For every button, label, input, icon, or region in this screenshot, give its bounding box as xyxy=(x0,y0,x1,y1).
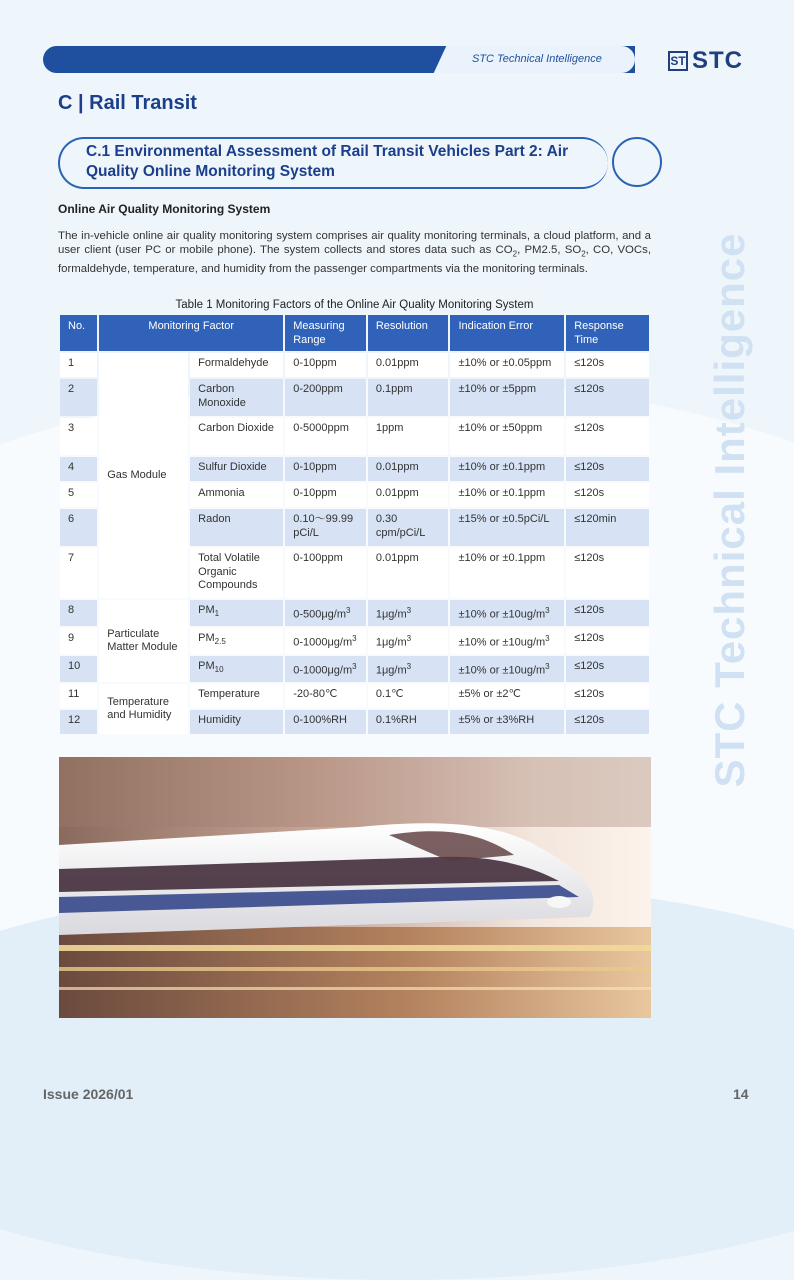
cell-error xyxy=(450,684,564,708)
cell-response-text: ≤120s xyxy=(574,357,605,369)
train-photo xyxy=(59,757,651,1018)
cell-no-text: 10 xyxy=(68,660,81,673)
cell-resolution xyxy=(368,656,449,682)
cell-resolution-text: 0.1℃ xyxy=(375,688,404,701)
cell-resolution-text: 0.30 cpm/pCi/L xyxy=(375,513,426,539)
cell-no xyxy=(60,684,97,708)
paragraph-text-2: , PM2.5, SO xyxy=(517,244,582,257)
cell-factor-text: PM xyxy=(198,604,215,616)
cell-resolution xyxy=(368,353,449,377)
cell-error xyxy=(450,710,564,734)
cell-range-text: -20-80℃ xyxy=(293,688,338,701)
cell-error-superscript: 3 xyxy=(545,662,550,672)
cell-factor-text: Total Volatile Organic Compounds xyxy=(198,552,260,591)
cell-response xyxy=(566,548,649,598)
cell-no-text: 8 xyxy=(68,604,75,616)
cell-resolution-superscript: 3 xyxy=(406,662,412,672)
cell-range-text: 0-1000μg/m xyxy=(293,636,353,649)
cell-resolution xyxy=(368,684,449,708)
cell-response xyxy=(566,353,649,377)
cell-resolution xyxy=(368,600,449,626)
cell-error xyxy=(450,628,564,654)
cell-no-text: 3 xyxy=(68,422,75,434)
cell-response-text: ≤120s xyxy=(574,632,605,645)
cell-factor-subscript: 1 xyxy=(214,609,220,619)
paragraph-title: Online Air Quality Monitoring System xyxy=(58,202,271,216)
cell-range xyxy=(285,379,366,416)
cell-resolution-text: 0.1%RH xyxy=(375,714,417,727)
cell-factor-text: PM xyxy=(198,632,215,645)
cell-response xyxy=(566,379,649,416)
cell-response xyxy=(566,628,649,654)
cell-no xyxy=(60,353,97,377)
cell-resolution xyxy=(368,509,449,546)
footer-page-number: 14 xyxy=(733,1086,749,1102)
cell-factor xyxy=(190,509,283,546)
cell-response xyxy=(566,710,649,734)
cell-response xyxy=(566,656,649,682)
cell-no xyxy=(60,548,97,598)
cell-factor xyxy=(190,418,283,455)
cell-module-pm xyxy=(99,600,188,682)
cell-no xyxy=(60,418,97,455)
cell-factor-text: Carbon Monoxide xyxy=(198,383,246,409)
paragraph-text-3: , CO, VOCs, formaldehyde, temperature, and humidity from the passenger compartments via the monitoring terminals. xyxy=(58,244,651,276)
paragraph-sub-1: 2 xyxy=(512,249,518,259)
stc-logo-mark: ST xyxy=(668,51,688,71)
cell-module-text: Particulate Matter Module xyxy=(107,627,178,654)
cell-range xyxy=(285,418,366,455)
cell-factor-subscript: 10 xyxy=(214,665,224,675)
cell-resolution-superscript: 3 xyxy=(406,606,412,615)
cell-resolution xyxy=(368,548,449,598)
cell-module-text: Gas Module xyxy=(107,468,167,481)
header-resolution: Resolution xyxy=(368,315,449,351)
cell-resolution xyxy=(368,628,449,654)
cell-range-superscript: 3 xyxy=(352,662,357,672)
cell-error xyxy=(450,483,564,507)
cell-error-text: ±10% or ±10ug/m xyxy=(458,664,546,677)
cell-factor xyxy=(190,600,283,626)
cell-range-superscript: 3 xyxy=(346,606,351,615)
cell-response-text: ≤120min xyxy=(574,513,617,525)
cell-resolution-text: 1μg/m xyxy=(375,608,407,621)
cell-range xyxy=(285,684,366,708)
cell-no xyxy=(60,509,97,546)
cell-response-text: ≤120s xyxy=(574,422,605,434)
cell-range xyxy=(285,710,366,734)
cell-response-text: ≤120s xyxy=(574,552,605,564)
table-row xyxy=(60,353,649,377)
cell-response-text: ≤120s xyxy=(574,383,605,395)
cell-module-th xyxy=(99,684,188,734)
cell-module-text: Temperature and Humidity xyxy=(107,695,172,722)
cell-factor-text: Temperature xyxy=(198,688,260,701)
cell-no xyxy=(60,656,97,682)
cell-range-text: 0-100%RH xyxy=(293,714,348,727)
cell-error-text: ±10% or ±10ug/m xyxy=(458,608,546,621)
cell-module-gas xyxy=(99,353,188,598)
cell-factor xyxy=(190,548,283,598)
header-monitoring-factor: Monitoring Factor xyxy=(99,315,283,351)
cell-error xyxy=(450,418,564,455)
cell-resolution-text: 0.01ppm xyxy=(375,552,419,564)
cell-error xyxy=(450,457,564,481)
header-response-time: Response Time xyxy=(566,315,649,351)
table-row xyxy=(60,684,649,708)
cell-response xyxy=(566,600,649,626)
cell-response-text: ≤120s xyxy=(574,487,605,499)
cell-factor xyxy=(190,656,283,682)
cell-no-text: 11 xyxy=(68,688,80,701)
cell-response xyxy=(566,483,649,507)
cell-range-text: 0-100ppm xyxy=(293,552,343,564)
cell-factor-text: Radon xyxy=(198,513,231,525)
cell-factor-text: Humidity xyxy=(198,714,241,727)
cell-no-text: 12 xyxy=(68,714,81,727)
cell-response xyxy=(566,509,649,546)
cell-resolution xyxy=(368,418,449,455)
cell-range xyxy=(285,353,366,377)
cell-range xyxy=(285,548,366,598)
header-no: No. xyxy=(60,315,97,351)
cell-range-superscript: 3 xyxy=(352,634,357,644)
cell-no xyxy=(60,457,97,481)
cell-error-text: ±5% or ±3%RH xyxy=(458,714,535,727)
cell-error-text: ±10% or ±0.1ppm xyxy=(458,552,546,564)
cell-no xyxy=(60,628,97,654)
cell-range xyxy=(285,457,366,481)
cell-range-text: 0-10ppm xyxy=(293,487,337,499)
cell-resolution-text: 0.01ppm xyxy=(375,461,419,473)
cell-no-text: 1 xyxy=(68,357,75,369)
cell-factor xyxy=(190,379,283,416)
cell-error xyxy=(450,600,564,626)
cell-error-text: ±10% or ±10ug/m xyxy=(458,636,546,649)
cell-no xyxy=(60,483,97,507)
cell-no-text: 4 xyxy=(68,461,75,473)
paragraph-text-1: The in-vehicle online air quality monitoring system comprises air quality monitoring terminals, a cloud platform, and a user client (user PC or mobile phone). The system collects and stores data such as CO xyxy=(58,230,651,257)
cell-response-text: ≤120s xyxy=(574,604,605,616)
high-speed-train-photo-icon xyxy=(59,757,651,1018)
monitoring-factors-table xyxy=(58,313,651,736)
cell-error-text: ±10% or ±0.1ppm xyxy=(458,461,546,473)
cell-range-text: 0-500μg/m xyxy=(293,608,347,621)
section-title: C | Rail Transit xyxy=(58,92,197,114)
footer-issue: Issue 2026/01 xyxy=(43,1086,134,1102)
cell-response-text: ≤120s xyxy=(574,714,605,727)
cell-no xyxy=(60,600,97,626)
cell-no-text: 2 xyxy=(68,383,75,395)
cell-resolution-text: 0.01ppm xyxy=(375,357,419,369)
cell-response-text: ≤120s xyxy=(574,660,605,673)
cell-error-text: ±10% or ±0.05ppm xyxy=(458,357,552,369)
stc-logo-text: STC xyxy=(692,47,743,74)
cell-range xyxy=(285,656,366,682)
cell-range xyxy=(285,600,366,626)
cell-range-text: 0-10ppm xyxy=(293,357,337,369)
subheading-circle-ornament xyxy=(612,137,662,187)
cell-factor-text: Sulfur Dioxide xyxy=(198,461,267,473)
intro-paragraph xyxy=(58,229,651,277)
table-row xyxy=(60,600,649,626)
cell-resolution-text: 1μg/m xyxy=(375,636,407,649)
paragraph-sub-2: 2 xyxy=(581,249,586,259)
cell-range-text: 0-10ppm xyxy=(293,461,337,473)
cell-error-text: ±15% or ±0.5pCi/L xyxy=(458,513,550,525)
cell-response xyxy=(566,457,649,481)
header-indication-error: Indication Error xyxy=(450,315,564,351)
subheading-title: C.1 Environmental Assessment of Rail Transit Vehicles Part 2: Air Quality Online Monitoring System xyxy=(86,143,569,180)
cell-no-text: 6 xyxy=(68,513,75,525)
cell-resolution-text: 1μg/m xyxy=(375,664,407,677)
cell-range xyxy=(285,509,366,546)
cell-no-text: 9 xyxy=(68,632,75,645)
side-watermark-text: STC Technical Intelligence xyxy=(706,232,753,788)
cell-factor xyxy=(190,353,283,377)
cell-range xyxy=(285,483,366,507)
cell-no-text: 5 xyxy=(68,487,75,499)
cell-resolution xyxy=(368,483,449,507)
table-caption: Table 1 Monitoring Factors of the Online Air Quality Monitoring System xyxy=(175,299,534,311)
cell-error xyxy=(450,379,564,416)
cell-range-text: 0-1000μg/m xyxy=(293,664,353,677)
cell-factor xyxy=(190,684,283,708)
header-measuring-range: Measuring Range xyxy=(285,315,366,351)
cell-resolution-text: 0.01ppm xyxy=(375,487,419,499)
cell-error-text: ±10% or ±0.1ppm xyxy=(458,487,546,499)
cell-factor-text: Formaldehyde xyxy=(198,357,269,369)
cell-range-text: 0.10～99.99 pCi/L xyxy=(293,513,354,539)
cell-factor-text: Ammonia xyxy=(198,487,245,499)
cell-resolution xyxy=(368,379,449,416)
cell-response xyxy=(566,684,649,708)
cell-no xyxy=(60,379,97,416)
side-watermark xyxy=(700,190,760,830)
cell-no-text: 7 xyxy=(68,552,75,564)
cell-resolution-superscript: 3 xyxy=(406,634,412,644)
cell-factor xyxy=(190,457,283,481)
header-banner-text: STC Technical Intelligence xyxy=(472,53,602,65)
cell-error-text: ±10% or ±5ppm xyxy=(458,383,536,395)
cell-range-text: 0-5000ppm xyxy=(293,422,349,434)
cell-factor-subscript: 2.5 xyxy=(214,637,226,647)
stc-logo xyxy=(668,47,743,75)
table-header-row xyxy=(60,315,649,351)
cell-range xyxy=(285,628,366,654)
cell-factor-text: Carbon Dioxide xyxy=(198,422,274,434)
cell-error-text: ±5% or ±2℃ xyxy=(458,688,521,701)
cell-response xyxy=(566,418,649,455)
cell-error xyxy=(450,656,564,682)
cell-resolution xyxy=(368,457,449,481)
cell-resolution xyxy=(368,710,449,734)
cell-resolution-text: 1ppm xyxy=(375,422,404,434)
cell-range-text: 0-200ppm xyxy=(293,383,343,395)
cell-factor xyxy=(190,628,283,654)
cell-no xyxy=(60,710,97,734)
cell-error xyxy=(450,548,564,598)
cell-error xyxy=(450,353,564,377)
cell-factor xyxy=(190,710,283,734)
cell-error xyxy=(450,509,564,546)
cell-factor xyxy=(190,483,283,507)
cell-factor-text: PM xyxy=(198,660,215,673)
cell-error-superscript: 3 xyxy=(545,606,550,615)
cell-error-superscript: 3 xyxy=(545,634,550,644)
cell-response-text: ≤120s xyxy=(574,461,605,473)
cell-error-text: ±10% or ±50ppm xyxy=(458,422,543,434)
cell-resolution-text: 0.1ppm xyxy=(375,383,413,395)
cell-response-text: ≤120s xyxy=(574,688,605,701)
